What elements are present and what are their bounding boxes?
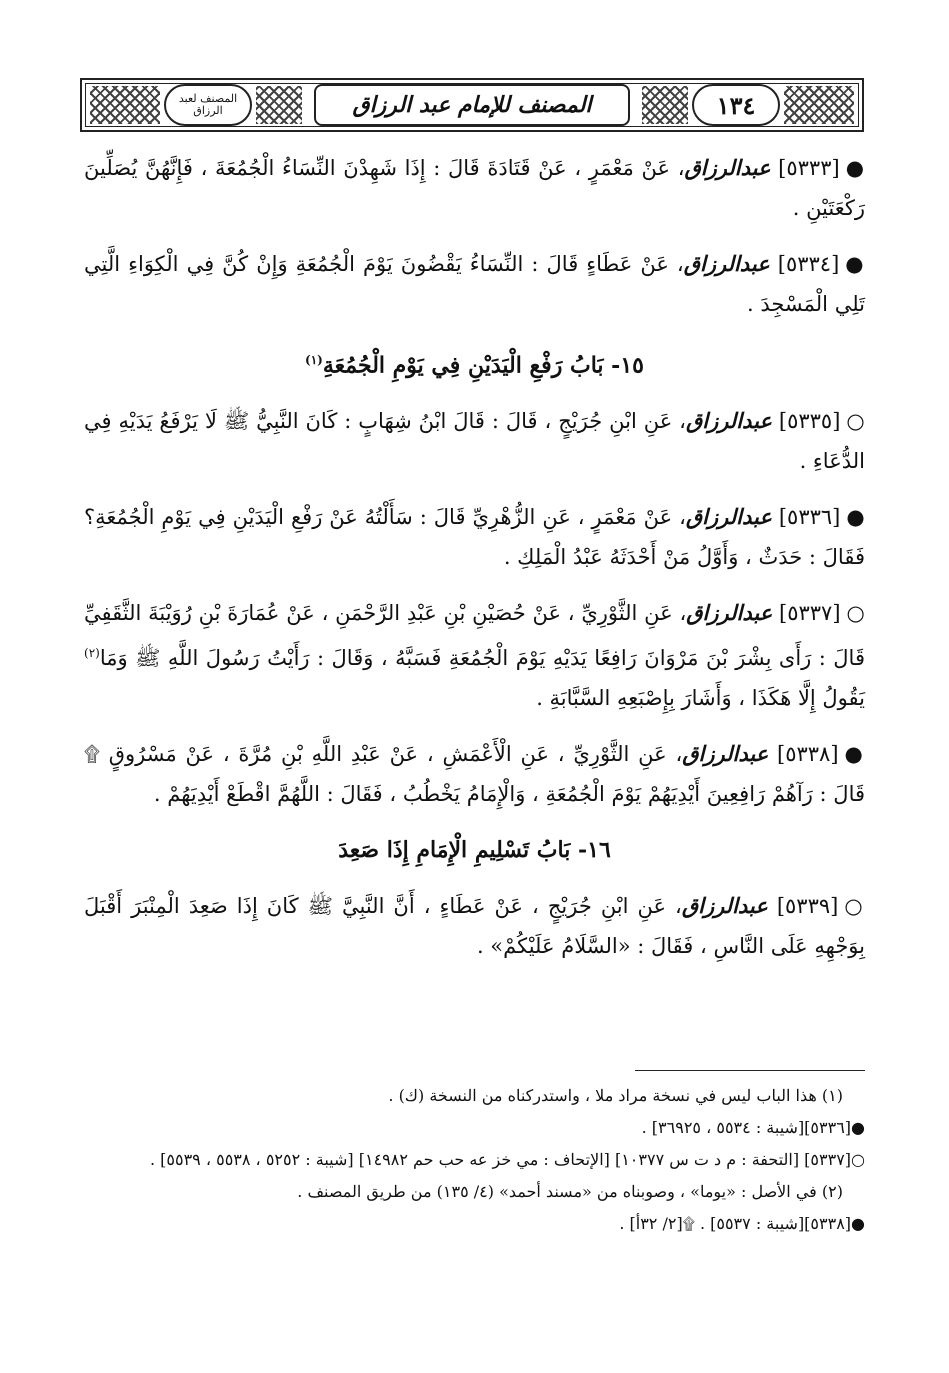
hadith-5335	[84, 401, 865, 481]
filled-bullet-icon: ●	[845, 156, 865, 180]
hadith-text: ، عَنْ مَعْمَرٍ ، عَنِ الزُّهْرِيِّ قَالَ : سَأَلْتُهُ عَنْ رَفْعِ الْيَدَيْنِ فِي يَوْمِ الْجُمُعَةِ؟ فَقَالَ : حَدَثٌ ، وَأَوَّلُ مَنْ أَحْدَثَهُ عَبْدُ الْمَلِكِ .	[84, 505, 865, 570]
hadith-number: [٥٣٣٧]	[779, 601, 841, 626]
chapter-heading-16	[84, 830, 865, 870]
hadith-text: ، عَنِ الثَّوْرِيِّ ، عَنْ حُصَيْنِ بْنِ عَبْدِ الرَّحْمَنِ ، عَنْ عُمَارَةَ بْنِ رُوَيْبَةَ الثَّقَفِيِّ قَالَ : رَأَى بِشْرَ بْنَ مَرْوَانَ رَافِعًا يَدَيْهِ يَوْمَ الْجُمُعَةِ فَسَبَّهُ ، وَقَالَ : رَأَيْتُ رَسُولَ اللَّهِ ﷺ وَمَا	[84, 601, 865, 671]
narrator-name: عبدالرزاق	[682, 741, 769, 767]
book-title: المصنف للإمام عبد الرزاق	[314, 84, 630, 126]
hadith-text-continued: يَقُولُ إِلَّا هَكَذَا ، وَأَشَارَ بِإِصْبَعِهِ السَّبَّابَةِ .	[536, 686, 865, 711]
hollow-bullet-icon: ○	[846, 601, 865, 626]
footnote-ref: (١)	[305, 353, 323, 367]
footnote-ref-5337: ○[٥٣٣٧] [التحفة : م د ت س ١٠٣٧٧] [الإتحاف : مي خز عه حب حم ١٤٩٨٢] [شيبة : ٥٢٥٢ ، ٥٥٣٨ ، ٥٥٣٩] .	[149, 1150, 865, 1169]
ornament-mid-left-icon	[256, 86, 302, 124]
hadith-number: [٥٣٣٩]	[776, 894, 839, 919]
hadith-5338	[84, 734, 865, 814]
footnote-2: (٢) في الأصل : «يوما» ، وصوبناه من «مسند أحمد» (٤/ ١٣٥) من طريق المصنف .	[297, 1182, 843, 1201]
hadith-text: ، عَنِ ابْنِ جُرَيْجٍ ، قَالَ : قَالَ ابْنُ شِهَابٍ : كَانَ النَّبِيُّ ﷺ لَا يَرْفَعُ يَدَيْهِ فِي الدُّعَاءِ .	[84, 409, 865, 474]
narrator-name: عبدالرزاق	[686, 600, 773, 626]
chapter-heading-15	[84, 340, 865, 385]
main-text	[84, 148, 865, 982]
hadith-5339	[84, 886, 865, 966]
hollow-bullet-icon: ○	[846, 409, 865, 434]
footnotes	[84, 1080, 865, 1240]
hollow-bullet-icon: ○	[844, 894, 866, 919]
hadith-number: [٥٣٣٦]	[778, 505, 841, 530]
hadith-number: [٥٣٣٤]	[777, 252, 840, 276]
hadith-number: [٥٣٣٣]	[778, 156, 840, 180]
ornament-left-icon	[90, 86, 160, 124]
hadith-text: ، عَنْ عَطَاءٍ قَالَ : النِّسَاءُ يَقْضُونَ يَوْمَ الْجُمُعَةِ وَإِنْ كُنَّ فِي الْكِوَاءِ الَّتِي تَلِي الْمَسْجِدَ .	[84, 252, 865, 316]
book-logo: المصنف لعبد الرزاق	[164, 84, 252, 126]
narrator-name: عبدالرزاق	[685, 504, 772, 530]
filled-bullet-icon: ●	[845, 252, 865, 276]
chapter-title: ١٥- بَابُ رَفْعِ الْيَدَيْنِ فِي يَوْمِ الْجُمُعَةِ	[322, 352, 644, 379]
hadith-text: ، عَنِ ابْنِ جُرَيْجٍ ، عَنْ عَطَاءٍ ، أَنَّ النَّبِيَّ ﷺ كَانَ إِذَا صَعِدَ الْمِنْبَرَ أَقْبَلَ بِوَجْهِهِ عَلَى النَّاسِ ، فَقَالَ : «السَّلَامُ عَلَيْكُمْ» .	[84, 894, 865, 959]
narrator-name: عبدالرزاق	[684, 155, 771, 180]
hadith-5337	[84, 593, 865, 718]
footnote-ref-5338: ●[٥٣٣٨][شيبة : ٥٥٣٧] . ۩[٢/ ٣٢أ] .	[619, 1214, 865, 1233]
hadith-5336	[84, 497, 865, 577]
chapter-title: ١٦- بَابُ تَسْلِيمِ الْإِمَامِ إِذَا صَعِدَ	[338, 837, 611, 864]
filled-bullet-icon: ●	[844, 742, 865, 767]
footnote-ref-5336: ●[٥٣٣٦][شيبة : ٥٥٣٤ ، ٣٦٩٢٥] .	[641, 1118, 865, 1137]
narrator-name: عبدالرزاق	[681, 893, 768, 919]
hadith-number: [٥٣٣٥]	[778, 409, 841, 434]
page-number: ١٣٤	[692, 84, 780, 126]
hadith-number: [٥٣٣٨]	[777, 742, 839, 767]
footnote-ref: (٢)	[84, 646, 100, 661]
narrator-name: عبدالرزاق	[683, 251, 770, 276]
hadith-text: ، عَنِ الثَّوْرِيِّ ، عَنِ الْأَعْمَشِ ، عَنْ عَبْدِ اللَّهِ بْنِ مُرَّةَ ، عَنْ مَسْرُوقٍ ۩ قَالَ : رَآهُمْ رَافِعِينَ أَيْدِيَهُمْ يَوْمَ الْجُمُعَةِ ، وَالْإِمَامُ يَخْطُبُ ، فَقَالَ : اللَّهُمَّ اقْطَعْ أَيْدِيَهُمْ .	[84, 742, 865, 807]
footnote-separator	[635, 1070, 865, 1071]
ornament-right-icon	[784, 86, 854, 124]
hadith-5334	[84, 244, 865, 324]
filled-bullet-icon: ●	[846, 505, 865, 530]
ornament-mid-right-icon	[642, 86, 688, 124]
hadith-5333	[84, 148, 865, 228]
narrator-name: عبدالرزاق	[685, 408, 772, 434]
hadith-text: ، عَنْ مَعْمَرٍ ، عَنْ قَتَادَةَ قَالَ : إِذَا شَهِدْنَ النِّسَاءُ الْجُمُعَةَ ، فَإِنَّهُنَّ يُصَلِّينَ رَكْعَتَيْنِ .	[84, 156, 865, 220]
footnote-1: (١) هذا الباب ليس في نسخة مراد ملا ، واستدركناه من النسخة (ك) .	[388, 1086, 843, 1105]
page-header	[80, 78, 864, 132]
